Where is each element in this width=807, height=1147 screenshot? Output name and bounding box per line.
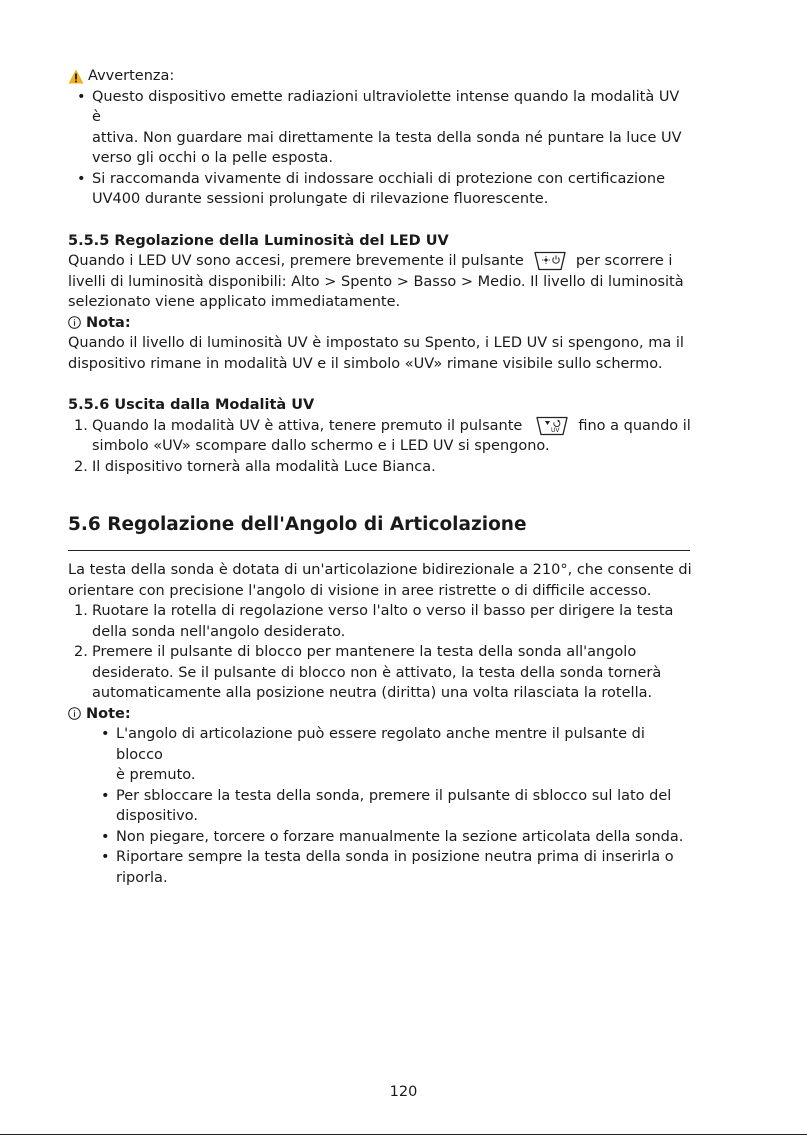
paragraph-line: La testa della sonda è dotata di un'articolazione bidirezionale a 210°, che consente di xyxy=(68,562,692,578)
list-item: 2. Il dispositivo tornerà alla modalità Luce Bianca. xyxy=(74,458,436,475)
paragraph-line: orientare con precisione l'angolo di visione in aree ristrette o di difficile accesso. xyxy=(68,582,652,599)
list-item: 2. Premere il pulsante di blocco per mantenere la testa della sonda all'angolo desiderato. Se il pulsante di blocco non è attivato, la testa della sonda tornerà automaticamente alla posizione neutra (diritta) una volta rilasciata la rotella. xyxy=(74,644,662,701)
uv-mode-button-icon xyxy=(534,416,570,436)
page-number: 120 xyxy=(389,1084,418,1100)
list-item: 1. Quando la modalità UV è attiva, tenere premuto il pulsante UV fino a quando il simbolo «UV» scompare dallo schermo e i LED UV si spengono. xyxy=(74,417,691,454)
list-item: 1. Ruotare la rotella di regolazione verso l'alto o verso il basso per dirigere la testa della sonda nell'angolo desiderato. xyxy=(74,603,674,640)
paragraph-line: Quando i LED UV sono accesi, premere brevemente il pulsante per scorrere i xyxy=(68,253,673,269)
articulation-steps xyxy=(68,601,690,704)
articulation-notes xyxy=(68,724,690,888)
warning-title: Avvertenza: xyxy=(88,68,175,84)
warning-list xyxy=(68,87,690,210)
list-item: • Si raccomanda vivamente di indossare occhiali di protezione con certificazione UV400 durante sessioni prolungate di rilevazione fluorescente. xyxy=(68,169,690,210)
list-item: • Per sbloccare la testa della sonda, premere il pulsante di sblocco sul lato del dispositivo. xyxy=(68,786,690,827)
manual-page xyxy=(68,66,690,888)
list-item: • L'angolo di articolazione può essere regolato anche mentre il pulsante di blocco è premuto. xyxy=(68,724,690,786)
exit-uv-steps xyxy=(68,416,690,478)
list-item: • Questo dispositivo emette radiazioni ultraviolette intense quando la modalità UV è attiva. Non guardare mai direttamente la testa della sonda né puntare la luce UV verso gli occhi o la pelle esposta. xyxy=(68,87,690,169)
footer-divider xyxy=(0,1134,807,1135)
list-item: • Non piegare, torcere o forzare manualmente la sezione articolata della sonda. xyxy=(68,827,690,848)
warning-heading xyxy=(68,66,690,87)
note-heading: Nota: xyxy=(68,313,690,334)
info-circle-icon xyxy=(68,707,81,720)
warning-triangle-icon xyxy=(68,69,84,84)
paragraph-line: selezionato viene applicato immediatamente. xyxy=(68,294,401,310)
brightness-power-button-icon xyxy=(532,251,568,271)
info-circle-icon xyxy=(68,316,81,329)
note-line: dispositivo rimane in modalità UV e il simbolo «UV» rimane visibile sullo schermo. xyxy=(68,355,663,372)
svg-text:UV: UV xyxy=(551,426,560,434)
section-heading-5-5-6: 5.5.6 Uscita dalla Modalità UV xyxy=(68,397,315,413)
note-heading: Note: xyxy=(68,704,690,725)
list-item: • Riportare sempre la testa della sonda in posizione neutra prima di inserirla o riporla. xyxy=(68,847,690,888)
section-heading-5-6: 5.6 Regolazione dell'Angolo di Articolazione xyxy=(68,514,527,535)
section-heading-5-5-5: 5.5.5 Regolazione della Luminosità del LED UV xyxy=(68,232,449,249)
paragraph-line: livelli di luminosità disponibili: Alto > Spento > Basso > Medio. Il livello di luminosità xyxy=(68,273,684,290)
note-line: Quando il livello di luminosità UV è impostato su Spento, i LED UV si spengono, ma il xyxy=(68,335,684,351)
